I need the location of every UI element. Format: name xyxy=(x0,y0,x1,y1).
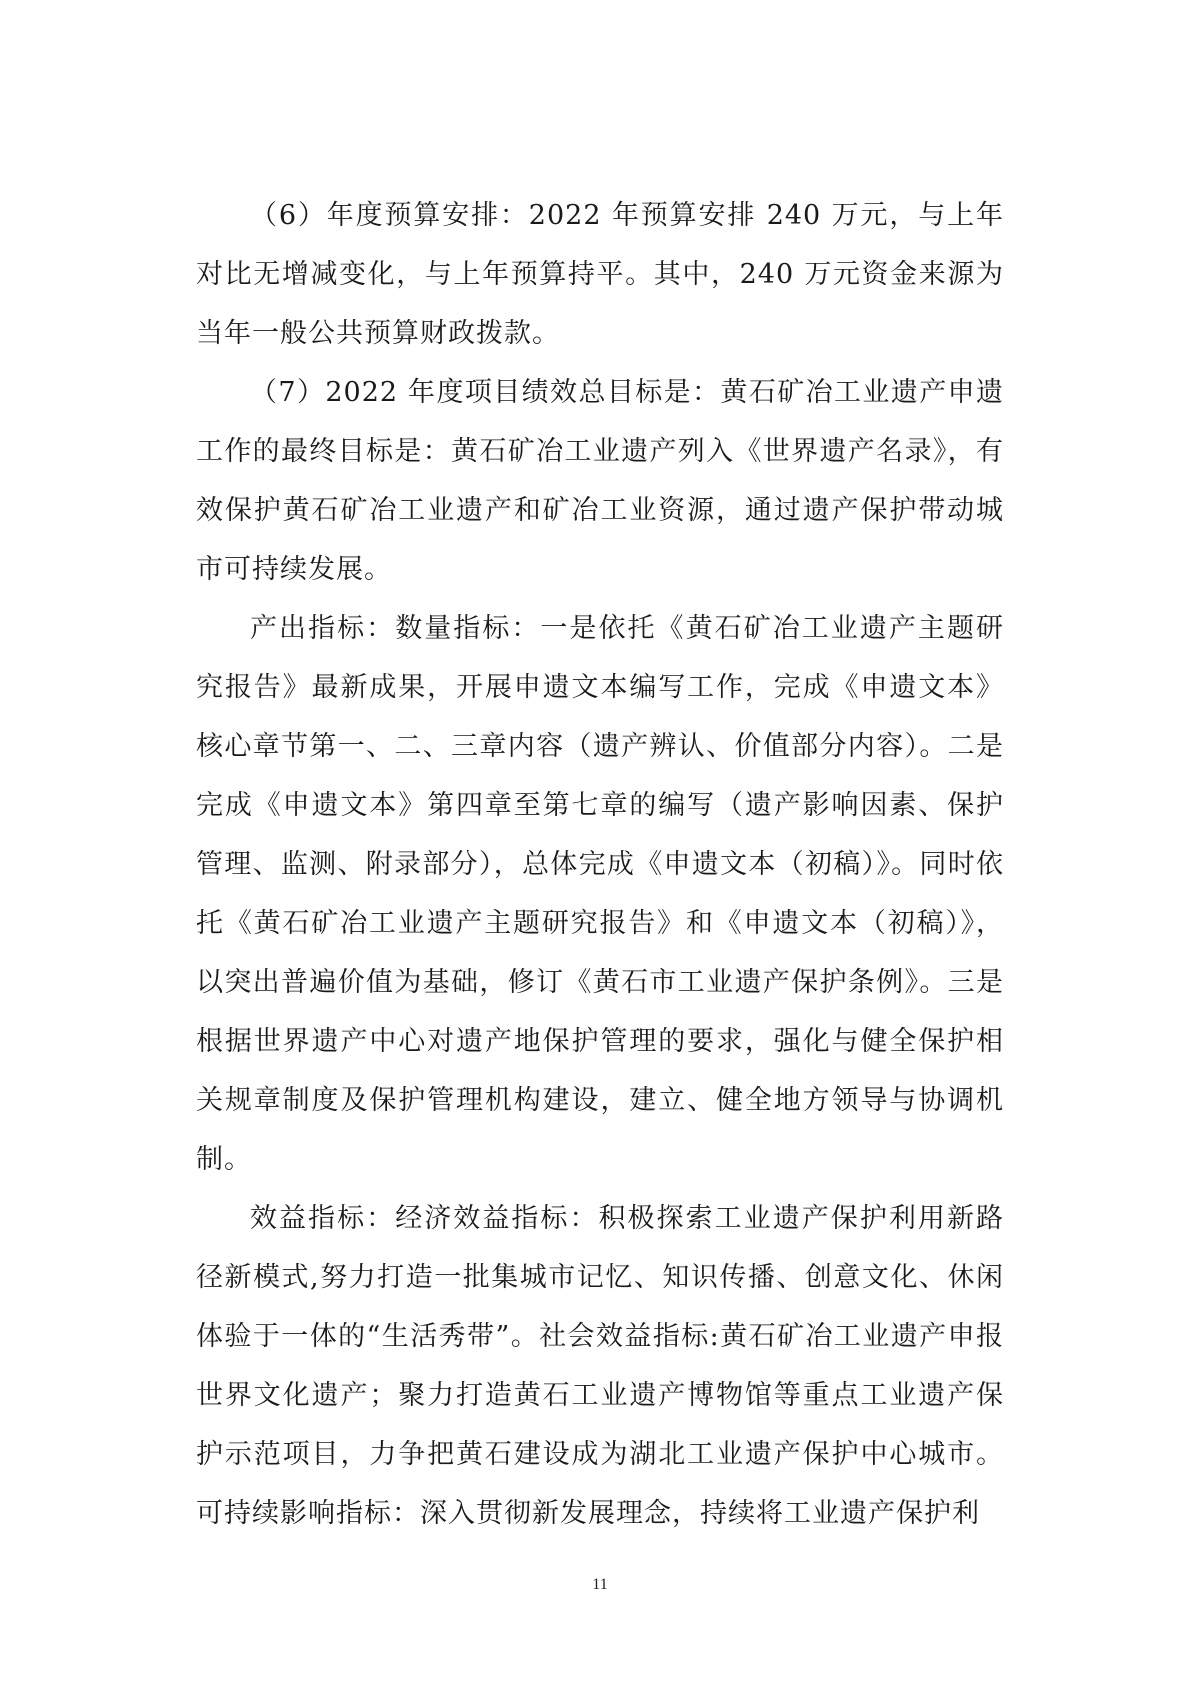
paragraph-overall-goal: （7）2022 年度项目绩效总目标是：黄石矿冶工业遗产申遗工作的最终目标是：黄石矿冶工业遗产列入《世界遗产名录》，有效保护黄石矿冶工业遗产和矿冶工业资源，通过遗产保护带动城市可持续发展。 xyxy=(196,377,1004,585)
body-text xyxy=(196,186,1004,1543)
page-number: 11 xyxy=(592,1576,608,1593)
paragraph-output-indicators: 产出指标：数量指标：一是依托《黄石矿冶工业遗产主题研究报告》最新成果，开展申遗文本编写工作，完成《申遗文本》核心章节第一、二、三章内容（遗产辨认、价值部分内容）。二是完成《申遗文本》第四章至第七章的编写（遗产影响因素、保护管理、监测、附录部分），总体完成《申遗文本（初稿）》。同时依托《黄石矿冶工业遗产主题研究报告》和《申遗文本（初稿）》，以突出普遍价值为基础，修订《黄石市工业遗产保护条例》。三是根据世界遗产中心对遗产地保护管理的要求，强化与健全保护相关规章制度及保护管理机构建设，建立、健全地方领导与协调机制。 xyxy=(196,613,1004,1175)
paragraph-budget: （6）年度预算安排：2022 年预算安排 240 万元，与上年对比无增减变化，与上年预算持平。其中，240 万元资金来源为当年一般公共预算财政拨款。 xyxy=(196,200,1004,349)
paragraph-benefit-indicators: 效益指标：经济效益指标：积极探索工业遗产保护利用新路径新模式,努力打造一批集城市记忆、知识传播、创意文化、休闲体验于一体的“生活秀带”。社会效益指标:黄石矿冶工业遗产申报世界文化遗产；聚力打造黄石工业遗产博物馆等重点工业遗产保护示范项目，力争把黄石建设成为湖北工业遗产保护中心城市。可持续影响指标：深入贯彻新发展理念，持续将工业遗产保护利 xyxy=(196,1203,1004,1529)
